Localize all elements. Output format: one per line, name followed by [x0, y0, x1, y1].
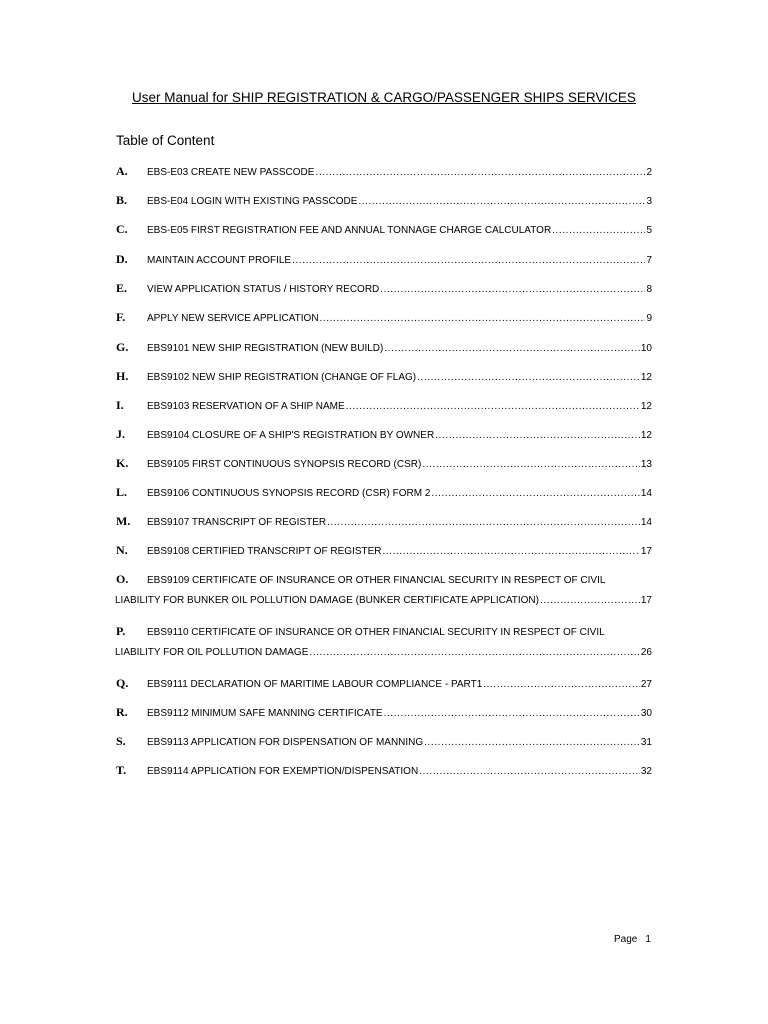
toc-letter: H. — [116, 369, 129, 383]
toc-title: EBS-E03 CREATE NEW PASSCODE — [147, 167, 315, 178]
dot-leader — [419, 765, 640, 779]
toc-entry[interactable] — [116, 572, 652, 608]
toc-page-number: 3 — [646, 196, 652, 207]
page-footer — [614, 934, 651, 945]
toc-entry[interactable] — [116, 310, 652, 324]
toc-title: EBS9101 NEW SHIP REGISTRATION (NEW BUILD) — [147, 343, 384, 354]
dot-leader — [309, 646, 639, 660]
toc-letter: A. — [116, 164, 128, 178]
dot-leader — [417, 371, 640, 385]
toc-page-number: 12 — [640, 372, 652, 383]
toc-title: EBS9107 TRANSCRIPT OF REGISTER — [147, 517, 327, 528]
toc-page-number: 31 — [640, 737, 652, 748]
toc-title-continuation: LIABILITY FOR BUNKER OIL POLLUTION DAMAGE (BUNKER CERTIFICATE APPLICATION) — [115, 595, 539, 606]
toc-page-number: 32 — [640, 766, 652, 777]
toc-title: EBS-E05 FIRST REGISTRATION FEE AND ANNUAL TONNAGE CHARGE CALCULATOR — [147, 225, 552, 236]
toc-page-number: 10 — [640, 343, 652, 354]
toc-title: EBS9105 FIRST CONTINUOUS SYNOPSIS RECORD (CSR) — [147, 459, 422, 470]
toc-title-continuation: LIABILITY FOR OIL POLLUTION DAMAGE — [115, 647, 309, 658]
dot-leader — [383, 545, 640, 559]
toc-letter: G. — [116, 340, 129, 354]
toc-title: MAINTAIN ACCOUNT PROFILE — [147, 255, 292, 266]
toc-letter: T. — [116, 763, 127, 777]
toc-entry[interactable] — [116, 398, 652, 412]
toc-page-number: 17 — [640, 595, 652, 606]
toc-title: EBS9104 CLOSURE OF A SHIP'S REGISTRATION BY OWNER — [147, 430, 435, 441]
dot-leader — [422, 458, 640, 472]
toc-entry[interactable] — [116, 705, 652, 719]
dot-leader — [435, 429, 640, 443]
dot-leader — [384, 707, 640, 721]
toc-title: EBS9114 APPLICATION FOR EXEMPTION/DISPENSATION — [147, 766, 419, 777]
toc-title: EBS9106 CONTINUOUS SYNOPSIS RECORD (CSR) FORM 2 — [147, 488, 431, 499]
toc-entry[interactable] — [116, 514, 652, 528]
toc-entry[interactable] — [116, 252, 652, 266]
document-title: User Manual for SHIP REGISTRATION & CARGO/PASSENGER SHIPS SERVICES — [132, 90, 636, 105]
toc-heading: Table of Content — [116, 133, 215, 148]
toc-entry[interactable] — [116, 369, 652, 383]
toc-entry[interactable] — [116, 456, 652, 470]
dot-leader — [292, 254, 645, 268]
dot-leader — [346, 400, 640, 414]
toc-title: EBS9110 CERTIFICATE OF INSURANCE OR OTHER FINANCIAL SECURITY IN RESPECT OF CIVIL — [147, 627, 605, 638]
toc-entry[interactable] — [116, 485, 652, 499]
toc-letter: F. — [116, 310, 126, 324]
toc-page-number: 9 — [646, 313, 652, 324]
dot-leader — [552, 224, 645, 238]
toc-entry[interactable] — [116, 543, 652, 557]
toc-page-number: 14 — [640, 517, 652, 528]
toc-title: APPLY NEW SERVICE APPLICATION — [147, 313, 319, 324]
toc-title: EBS-E04 LOGIN WITH EXISTING PASSCODE — [147, 196, 358, 207]
toc-letter: E. — [116, 281, 128, 295]
dot-leader — [320, 312, 646, 326]
toc-page-number: 30 — [640, 708, 652, 719]
toc-letter: Q. — [116, 676, 129, 690]
toc-title: EBS9111 DECLARATION OF MARITIME LABOUR COMPLIANCE - PART1 — [147, 679, 483, 690]
toc-letter: M. — [116, 514, 131, 528]
toc-letter: O. — [116, 572, 129, 586]
toc-letter: D. — [116, 252, 128, 266]
toc-title: VIEW APPLICATION STATUS / HISTORY RECORD — [147, 284, 380, 295]
toc-page-number: 26 — [640, 647, 652, 658]
toc-page-number: 5 — [646, 225, 652, 236]
dot-leader — [358, 195, 645, 209]
toc-entry[interactable] — [116, 624, 652, 660]
page-label: Page — [614, 934, 638, 945]
toc-title: EBS9102 NEW SHIP REGISTRATION (CHANGE OF FLAG) — [147, 372, 417, 383]
toc-entry[interactable] — [116, 193, 652, 207]
toc-page-number: 27 — [640, 679, 652, 690]
toc-letter: C. — [116, 222, 128, 236]
toc-page-number: 8 — [646, 284, 652, 295]
toc-letter: J. — [116, 427, 125, 441]
toc-letter: R. — [116, 705, 128, 719]
toc-entry[interactable] — [116, 281, 652, 295]
dot-leader — [315, 166, 645, 180]
toc-page-number: 12 — [640, 430, 652, 441]
toc-entry[interactable] — [116, 222, 652, 236]
toc-letter: L. — [116, 485, 128, 499]
toc-entry[interactable] — [116, 763, 652, 777]
dot-leader — [540, 594, 640, 608]
dot-leader — [384, 342, 640, 356]
dot-leader — [431, 487, 639, 501]
toc-page-number: 2 — [646, 167, 652, 178]
toc-letter: N. — [116, 543, 128, 557]
toc-entry[interactable] — [116, 340, 652, 354]
toc-letter: I. — [116, 398, 124, 412]
page-number: 1 — [645, 934, 651, 945]
toc-entry[interactable] — [116, 164, 652, 178]
toc-letter: S. — [116, 734, 126, 748]
toc-title: EBS9108 CERTIFIED TRANSCRIPT OF REGISTER — [147, 546, 382, 557]
toc-title: EBS9109 CERTIFICATE OF INSURANCE OR OTHER FINANCIAL SECURITY IN RESPECT OF CIVIL — [147, 575, 606, 586]
toc-entry[interactable] — [116, 427, 652, 441]
toc-entry[interactable] — [116, 676, 652, 690]
toc-title: EBS9113 APPLICATION FOR DISPENSATION OF MANNING — [147, 737, 424, 748]
toc-page-number: 13 — [640, 459, 652, 470]
toc-page-number: 14 — [640, 488, 652, 499]
dot-leader — [483, 678, 640, 692]
dot-leader — [380, 283, 645, 297]
toc-letter: B. — [116, 193, 128, 207]
dot-leader — [424, 736, 640, 750]
toc-title: EBS9103 RESERVATION OF A SHIP NAME — [147, 401, 345, 412]
toc-entry[interactable] — [116, 734, 652, 748]
toc-letter: K. — [116, 456, 129, 470]
toc-page-number: 17 — [640, 546, 652, 557]
dot-leader — [327, 516, 640, 530]
toc-page-number: 7 — [646, 255, 652, 266]
toc-title: EBS9112 MINIMUM SAFE MANNING CERTIFICATE — [147, 708, 383, 719]
toc-letter: P. — [116, 624, 126, 638]
toc-page-number: 12 — [640, 401, 652, 412]
